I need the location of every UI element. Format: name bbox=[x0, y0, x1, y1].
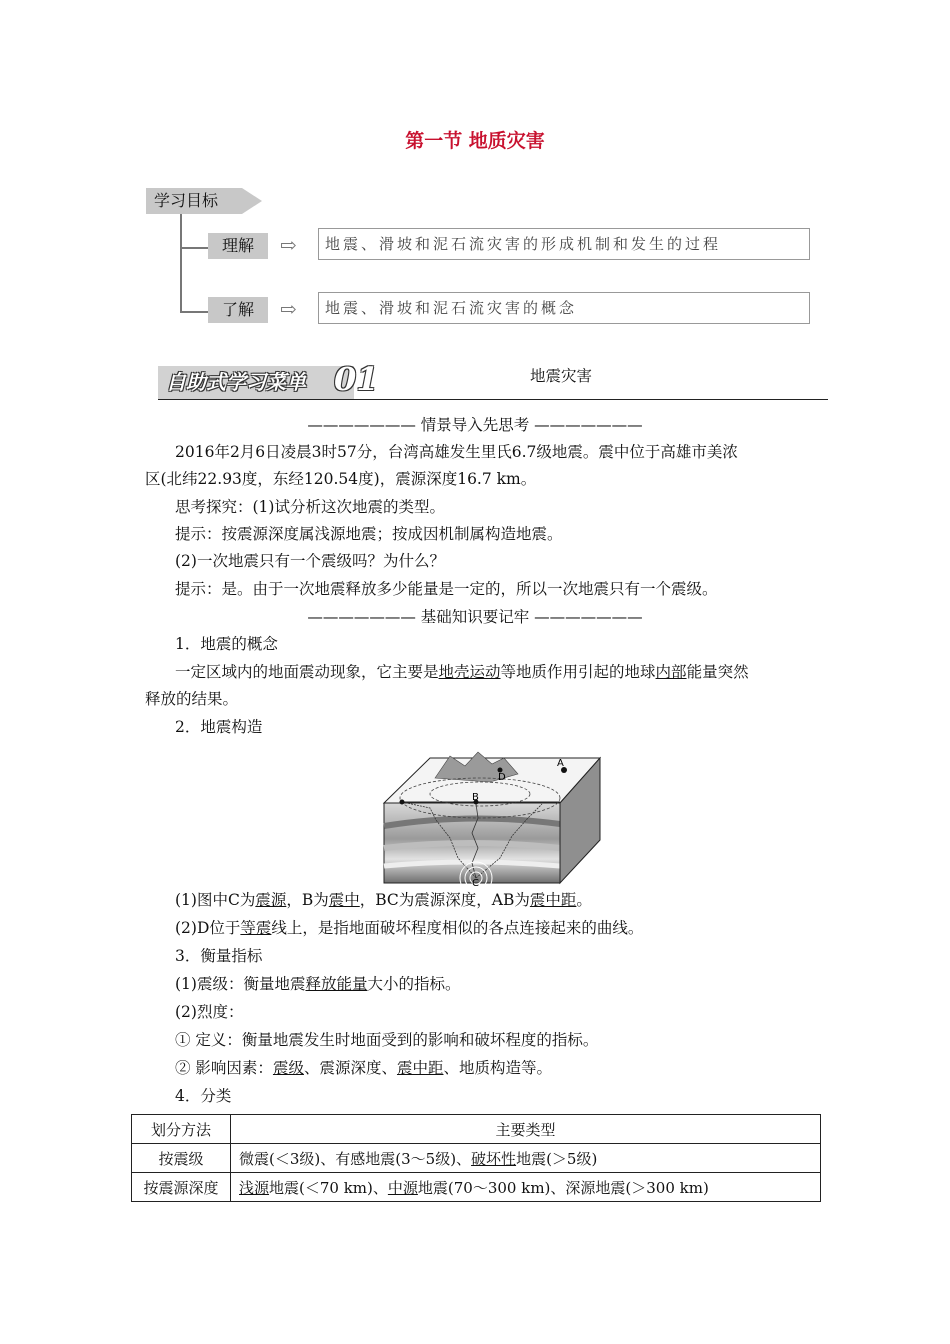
arrow-right-icon: ⇨ bbox=[280, 297, 297, 321]
table-cell: 按震级 bbox=[132, 1144, 231, 1173]
question-1: 思考探究：(1)试分析这次地震的类型。 bbox=[175, 498, 445, 516]
k1-line-2: 释放的结果。 bbox=[145, 690, 239, 708]
goal-level-know: 了解 bbox=[208, 297, 268, 323]
banner-topic: 地震灾害 bbox=[530, 367, 593, 385]
learning-goals-tag: 学习目标 bbox=[146, 188, 242, 214]
table-cell: 浅源地震(＜70 km)、中源地震(70～300 km)、深源地震(＞300 km) bbox=[231, 1173, 821, 1202]
k3-line-1: (1)震级：衡量地震释放能量大小的指标。 bbox=[175, 975, 461, 993]
table-row bbox=[132, 1115, 821, 1144]
goal-tag-arrow-shape bbox=[242, 188, 262, 214]
hint-2: 提示：是。由于一次地震释放多少能量是一定的，所以一次地震只有一个震级。 bbox=[175, 580, 718, 598]
k2-line-2: (2)D位于等震线上，是指地面破坏程度相似的各点连接起来的曲线。 bbox=[175, 919, 644, 937]
arrow-right-icon: ⇨ bbox=[280, 233, 297, 257]
k3-line-2: (2)烈度： bbox=[175, 1003, 244, 1021]
goal-text-understand: 地震、滑坡和泥石流灾害的形成机制和发生的过程 bbox=[318, 228, 810, 260]
label-b: B bbox=[472, 792, 479, 803]
k3-line-4: ② 影响因素：震级、震源深度、震中距、地质构造等。 bbox=[175, 1059, 552, 1077]
table-cell: 按震源深度 bbox=[132, 1173, 231, 1202]
section-heading-scenario: ——————— 情景导入先思考 ——————— bbox=[307, 416, 643, 434]
section-heading-basics: ——————— 基础知识要记牢 ——————— bbox=[307, 608, 643, 626]
classification-table bbox=[131, 1114, 821, 1202]
tree-connector bbox=[180, 247, 208, 313]
k3-line-3: ① 定义：衡量地震发生时地面受到的影响和破坏程度的指标。 bbox=[175, 1031, 599, 1049]
k4-heading: 4．分类 bbox=[175, 1087, 232, 1105]
table-header: 划分方法 bbox=[132, 1115, 231, 1144]
intro-line-1: 2016年2月6日凌晨3时57分，台湾高雄发生里氏6.7级地震。震中位于高雄市美浓 bbox=[175, 443, 738, 461]
banner-number: 01 bbox=[334, 360, 379, 398]
self-study-banner: 自助式学习菜单 bbox=[158, 366, 354, 399]
table-cell: 微震(＜3级)、有感地震(3～5级)、破坏性地震(＞5级) bbox=[231, 1144, 821, 1173]
k2-heading: 2．地震构造 bbox=[175, 718, 263, 736]
table-row bbox=[132, 1144, 821, 1173]
k3-heading: 3．衡量指标 bbox=[175, 947, 263, 965]
k1-line-1: 一定区域内的地面震动现象，它主要是地壳运动等地质作用引起的地球内部能量突然 bbox=[175, 663, 749, 681]
label-d: D bbox=[498, 772, 506, 783]
label-a: A bbox=[557, 758, 564, 769]
banner-rule bbox=[158, 399, 828, 400]
page-title: 第一节 地质灾害 bbox=[405, 130, 545, 152]
k2-line-1: (1)图中C为震源，B为震中，BC为震源深度，AB为震中距。 bbox=[175, 891, 592, 909]
goal-level-understand: 理解 bbox=[208, 233, 268, 259]
intro-line-2: 区(北纬22.93度，东经120.54度)，震源深度16.7 km。 bbox=[145, 470, 537, 488]
k1-heading: 1．地震的概念 bbox=[175, 635, 278, 653]
label-c: C bbox=[472, 878, 479, 888]
question-2: (2)一次地震只有一个震级吗？为什么？ bbox=[175, 552, 445, 570]
earthquake-structure-diagram bbox=[380, 748, 605, 888]
tree-connector bbox=[180, 214, 208, 249]
table-header: 主要类型 bbox=[231, 1115, 821, 1144]
goal-text-know: 地震、滑坡和泥石流灾害的概念 bbox=[318, 292, 810, 324]
table-row bbox=[132, 1173, 821, 1202]
hint-1: 提示：按震源深度属浅源地震；按成因机制属构造地震。 bbox=[175, 525, 563, 543]
